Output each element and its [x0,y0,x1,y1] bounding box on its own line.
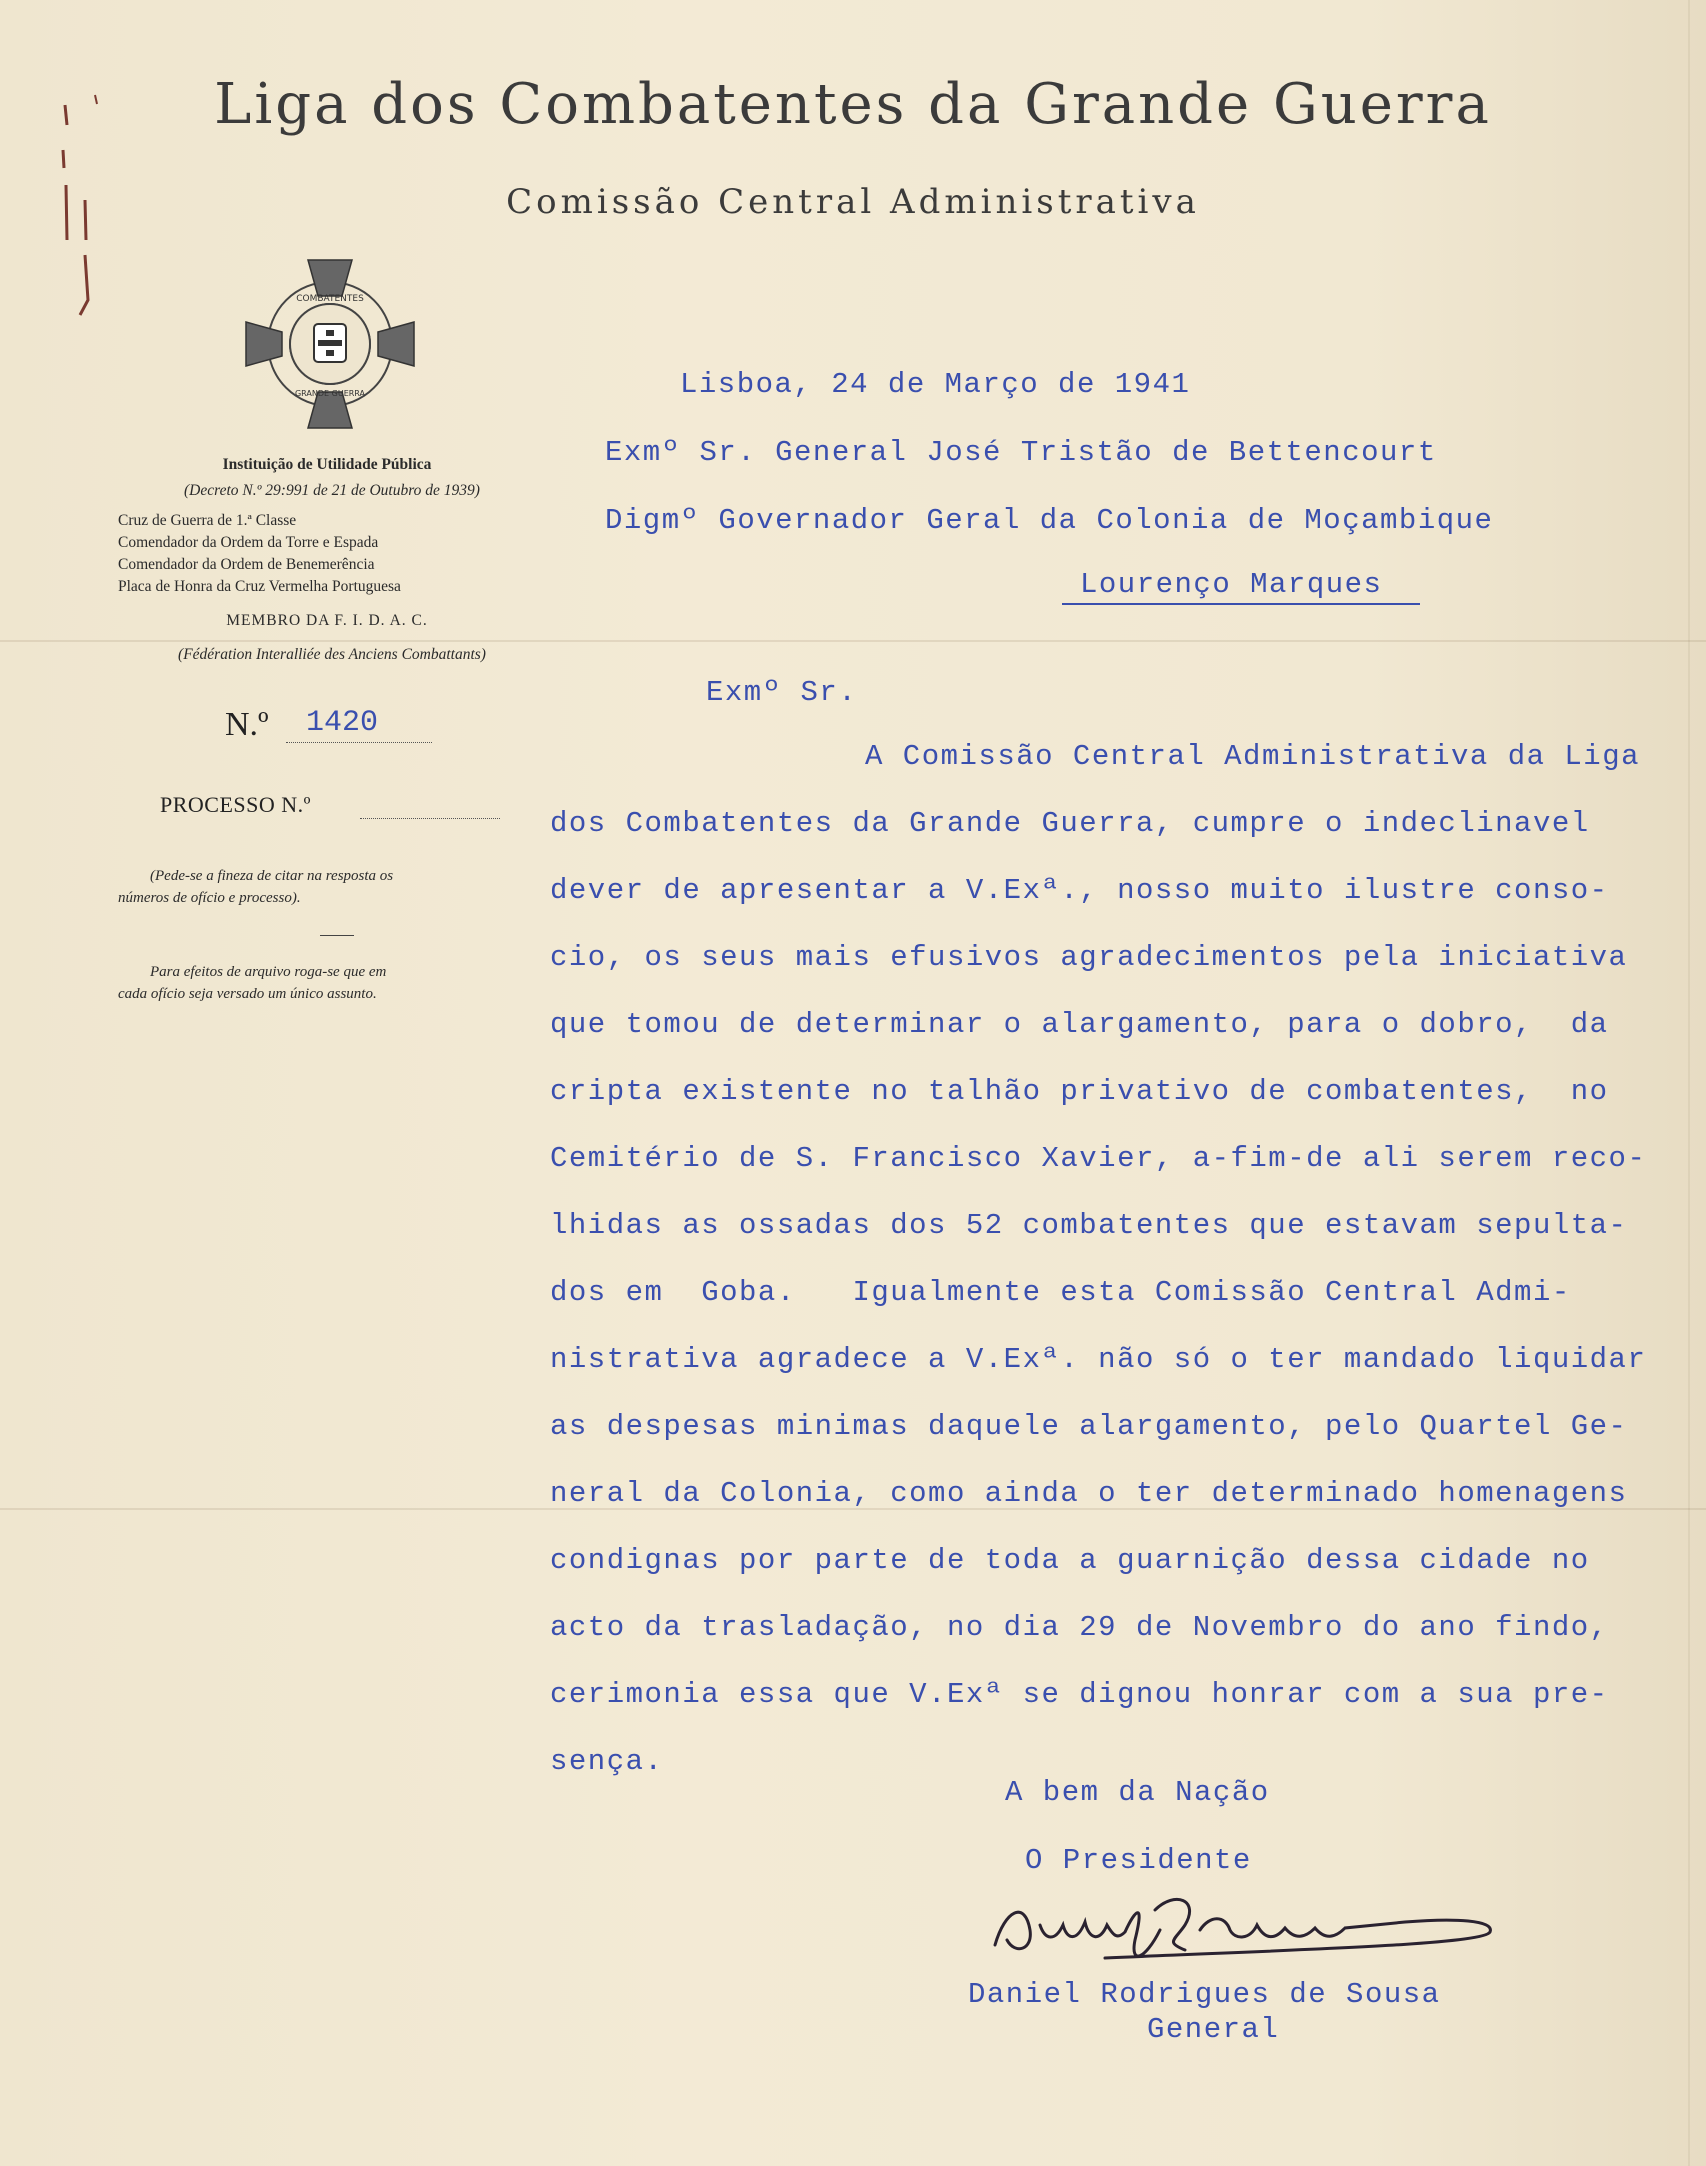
emblem-logo [242,256,418,432]
emblem-text-top: COMBATENTES [296,294,364,304]
addressee-name: Exmº Sr. General José Tristão de Bettencourt [605,436,1437,469]
body-line: cio, os seus mais efusivos agradecimentos pela iniciativa [550,941,1628,974]
reference-note: números de ofício e processo). [118,890,301,906]
honor-line: Cruz de Guerra de 1.ª Classe [118,512,297,529]
paper-fold-horizontal [0,640,1706,642]
signer-rank: General [1147,2013,1280,2046]
salutation: Exmº Sr. [706,676,858,709]
process-dotted-line [360,818,500,819]
body-line: cerimonia essa que V.Exª se dignou honrar com a sua pre- [550,1678,1609,1711]
archive-note: cada ofício seja versado um único assunto. [118,986,377,1002]
body-line: dos em Goba. Igualmente esta Comissão Central Admi- [550,1276,1571,1309]
signer-name: Daniel Rodrigues de Sousa [968,1978,1441,2011]
commission-subtitle: Comissão Central Administrativa [506,182,1200,222]
body-line: nistrativa agradece a V.Exª. não só o ter mandado liquidar [550,1343,1647,1376]
membership: MEMBRO DA F. I. D. A. C. [226,612,428,629]
emblem-text-bottom: GRANDE GUERRA [294,389,366,398]
body-line: que tomou de determinar o alargamento, para o dobro, da [550,1008,1609,1041]
signer-title: O Presidente [1025,1844,1252,1877]
body-line: dever de apresentar a V.Exª., nosso muito ilustre conso- [550,874,1609,907]
body-line: sença. [550,1745,664,1778]
body-line: cripta existente no talhão privativo de combatentes, no [550,1075,1609,1108]
city-underline [1062,603,1420,605]
honor-line: Comendador da Ordem de Benemerência [118,556,375,573]
body-line: acto da trasladação, no dia 29 de Novembro do ano findo, [550,1611,1609,1644]
separator-dash [320,935,354,936]
reference-note: (Pede-se a fineza de citar na resposta os [150,868,394,884]
body-line: A Comissão Central Administrativa da Liga [865,740,1641,773]
institution-decree: (Decreto N.º 29:991 de 21 de Outubro de 1939) [184,482,480,499]
closing-phrase: A bem da Nação [1005,1776,1270,1809]
body-line: lhidas as ossadas dos 52 combatentes que estavam sepulta- [550,1209,1628,1242]
process-label: PROCESSO N.º [160,792,311,817]
honor-line: Placa de Honra da Cruz Vermelha Portuguesa [118,578,401,595]
addressee-city: Lourenço Marques [1080,568,1383,601]
handwritten-signature [985,1870,1505,1980]
body-line: condignas por parte de toda a guarnição dessa cidade no [550,1544,1590,1577]
number-dotted-line [286,742,432,743]
place-date: Lisboa, 24 de Março de 1941 [680,368,1191,401]
body-line: neral da Colonia, como ainda o ter determinado homenagens [550,1477,1628,1510]
body-line: as despesas minimas daquele alargamento, pelo Quartel Ge- [550,1410,1628,1443]
number-label: N.º [225,706,269,743]
fidac-name: (Fédération Interalliée des Anciens Combattants) [178,646,486,663]
addressee-title: Digmº Governador Geral da Colonia de Moçambique [605,504,1494,537]
institution-status: Instituição de Utilidade Pública [222,456,432,473]
archive-note: Para efeitos de arquivo roga-se que em [150,964,387,980]
body-line: dos Combatentes da Grande Guerra, cumpre o indeclinavel [550,807,1590,840]
body-line: Cemitério de S. Francisco Xavier, a-fim-de ali serem reco- [550,1142,1647,1175]
number-value: 1420 [306,706,379,740]
honor-line: Comendador da Ordem da Torre e Espada [118,534,379,551]
organization-title: Liga dos Combatentes da Grande Guerra [214,72,1492,137]
